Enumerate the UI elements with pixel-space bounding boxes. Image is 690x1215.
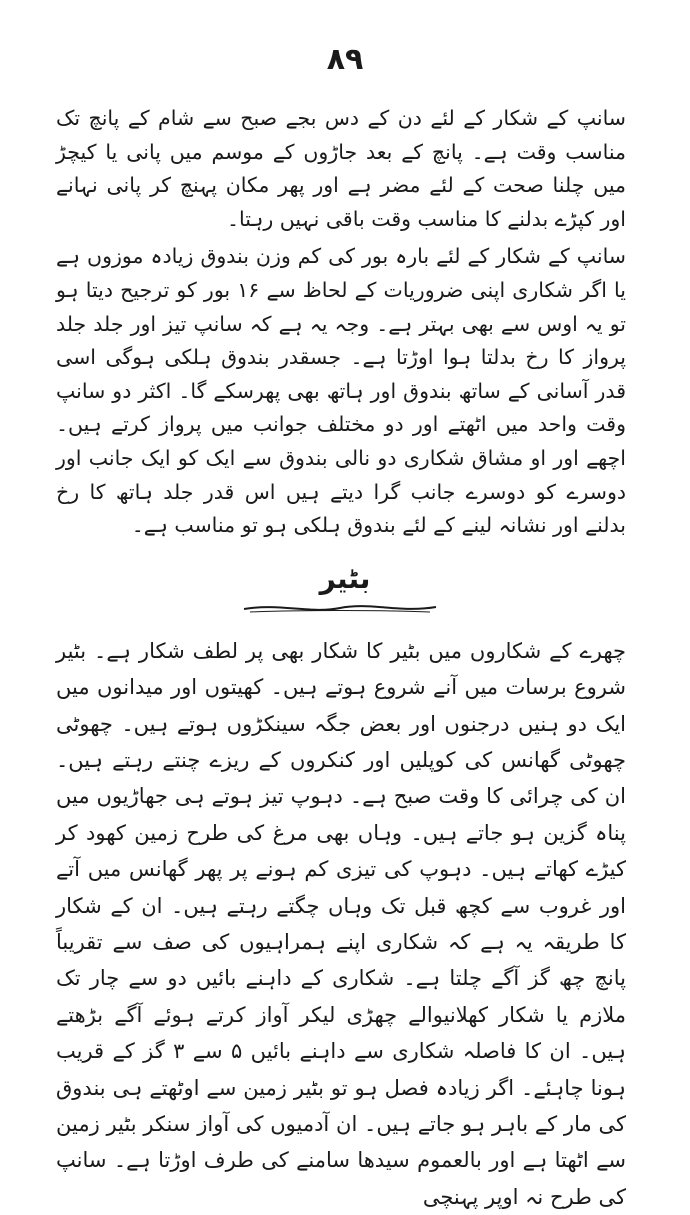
paragraph-quail: چھرے کے شکاروں میں بٹیر کا شکار بھی پر لطف شکار ہے۔ بٹیر شروع برسات میں آنے شروع ہوتے ہیں۔ کھیتوں اور میدانوں میں ایک دو ہنیں درجنوں اور بعض جگہ سینکڑوں ہوتے ہیں۔ چھوٹی چھوٹی گھانس کی کوپلیں اور کنکروں کے ریزے چنتے رہتے ہیں۔ ان کی چرائی کا وقت صبح ہے۔ دہوپ تیز ہوتے ہی جھاڑیوں میں پناہ گزین ہو جاتے ہیں۔ وہاں بھی مرغ کی طرح زمین کھود کر کیڑے کھاتے ہیں۔ دہوپ کی تیزی کم ہونے پر پھر گھانس میں آتے اور غروب سے کچھ قبل تک وہاں چگتے رہتے ہیں۔ ان کے شکار کا طریقہ یہ ہے کہ شکاری اپنے ہمراہیوں کی صف سے تقریباً پانچ چھ گز آگے چلتا ہے۔ شکاری کے داہنے بائیں دو سے چار تک ملازم یا شکار کھلانیوالے چھڑی لیکر آواز کرتے ہوئے آگے بڑھتے ہیں۔ ان کا فاصلہ شکاری سے داہنے بائیں ۵ سے ۳ گز کے قریب ہونا چاہئے۔ اگر زیادہ فصل ہو تو بٹیر زمین سے اوٹھتے ہی بندوق کی مار کے باہر ہو جاتے ہیں۔ ان آدمیوں کی آواز سنکر بٹیر زمین سے اٹھتا ہے اور بالعموم سیدھا سامنے کی طرف اوڑتا ہے۔ سانپ کی طرح نہ اوپر پہنچی: [56, 638, 626, 1209]
page-number: ۸۹: [326, 42, 364, 77]
section-quail-text: [0, 633, 690, 1215]
heading-flourish-ornament: [240, 601, 440, 615]
paragraph-snipe-timing: سانپ کے شکار کے لئے دن کے دس بجے صبح سے شام کے پانچ تک مناسب وقت ہے۔ پانچ کے بعد جاڑوں کے موسم میں پانی یا کیچڑ میں چلنا صحت کے لئے مضر ہے اور پھر مکان پہنچ کر پانی نہانے اور کپڑے بدلنے کا مناسب وقت باقی نہیں رہتا۔: [56, 106, 626, 231]
paragraph-snipe-gun: سانپ کے شکار کے لئے بارہ بور کی کم وزن بندوق زیادہ موزوں ہے یا اگر شکاری اپنی ضروریات کے لحاظ سے ۱۶ بور کو ترجیح دیتا ہو تو یہ اوس سے بھی بہتر ہے۔ وجہ یہ ہے کہ سانپ تیز اور جلد جلد پرواز کا رخ بدلتا ہوا اوڑتا ہے۔ جسقدر بندوق ہلکی ہوگی اسی قدر آسانی کے ساتھ بندوق اور ہاتھ بھی پھرسکے گا۔ اکثر دو سانپ وقت واحد میں اٹھتے اور دو مختلف جوانب میں پرواز کرتے ہیں۔ اچھے اور او مشاق شکاری دو نالی بندوق سے ایک کو ایک جانب اور دوسرے کو دوسرے جانب گرا دیتے ہیں اس قدر جلد ہاتھ کا رخ بدلنے اور نشانہ لینے کے لئے بندوق ہلکی ہو تو مناسب ہے۔: [56, 244, 627, 538]
section-snipe-text: [0, 102, 690, 543]
section-heading: بٹیر: [319, 561, 371, 595]
section-heading-block: [0, 557, 690, 615]
